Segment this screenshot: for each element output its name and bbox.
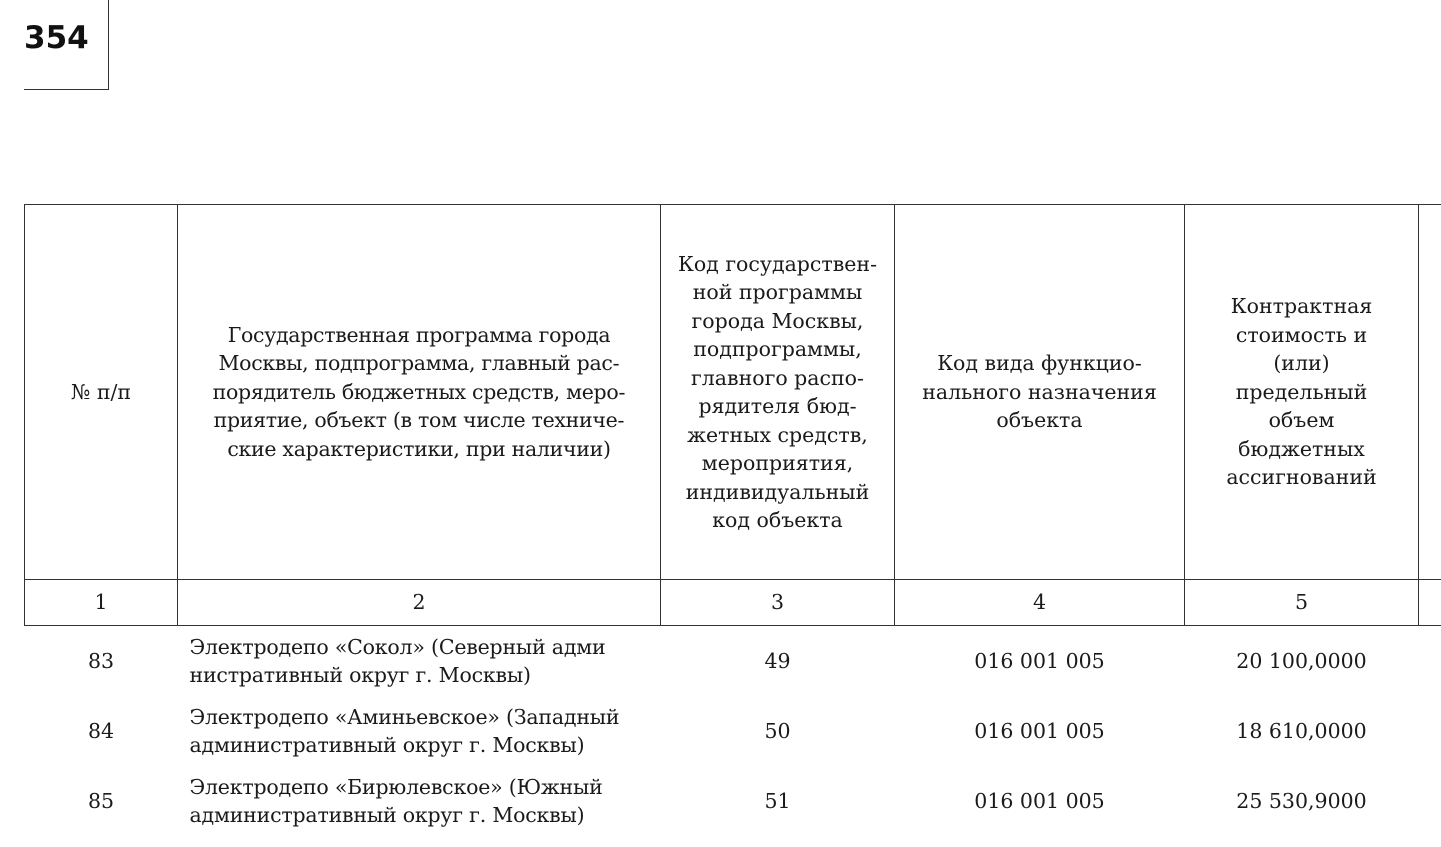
row-cost: 18 610,0000 [1236,718,1367,743]
column-number: 4 [895,580,1185,626]
row-cut [1419,626,1441,697]
row-number: 84 [87,718,115,743]
row-cost: 25 530,9000 [1236,788,1367,813]
row-code: 50 [764,718,791,743]
column-number: 3 [661,580,895,626]
row-name-line: административный округ г. Москвы) [189,803,585,827]
row-cut [1419,766,1441,836]
row-name-line: Электродепо «Сокол» (Северный адми [189,634,606,659]
table-row [25,766,1441,836]
header-program: Государственная программа города Москвы, подпрограмма, главный распорядитель бюджетных средств, мероприятие, объект (в том числе технические характеристики, при наличии) [178,205,661,580]
row-cost: 20 100,0000 [1236,648,1367,673]
row-number: 85 [87,788,115,813]
row-code: 51 [764,788,791,813]
column-number-cut [1419,580,1441,626]
column-number: 2 [178,580,661,626]
table-row [25,626,1441,697]
row-code: 49 [764,648,791,673]
budget-table [24,204,1441,836]
row-function-code: 016 001 005 [974,648,1105,673]
row-name-line: административный округ г. Москвы) [189,733,585,757]
row-cut [1419,696,1441,766]
header-row [25,205,1441,580]
row-name [178,696,661,766]
row-number: 83 [87,648,115,673]
row-name [178,626,661,697]
page-number-box [24,0,109,90]
row-name-line: Электродепо «Аминьевское» (Западный [189,704,620,729]
header-function-code: Код вида функционального назначения объекта [895,205,1185,580]
column-number-row [25,580,1441,626]
header-program-code: Код государственной программы города Москвы, подпрограммы, главного распорядителя бюджетных средств, мероприятия, индивидуальный код объекта [661,205,895,580]
header-cost: Контрактная стоимость и (или) предельный объем бюджетных ассигнований [1185,205,1419,580]
column-number: 5 [1185,580,1419,626]
row-function-code: 016 001 005 [974,788,1105,813]
row-function-code: 016 001 005 [974,718,1105,743]
row-name [178,766,661,836]
row-name-line: Электродепо «Бирюлевское» (Южный [189,774,603,799]
page-number: 354 [24,20,89,56]
row-name-line: нистративный округ г. Москвы) [189,663,531,687]
header-cut-column [1419,205,1441,580]
column-number: 1 [25,580,178,626]
table-row [25,696,1441,766]
header-number: № п/п [25,205,178,580]
